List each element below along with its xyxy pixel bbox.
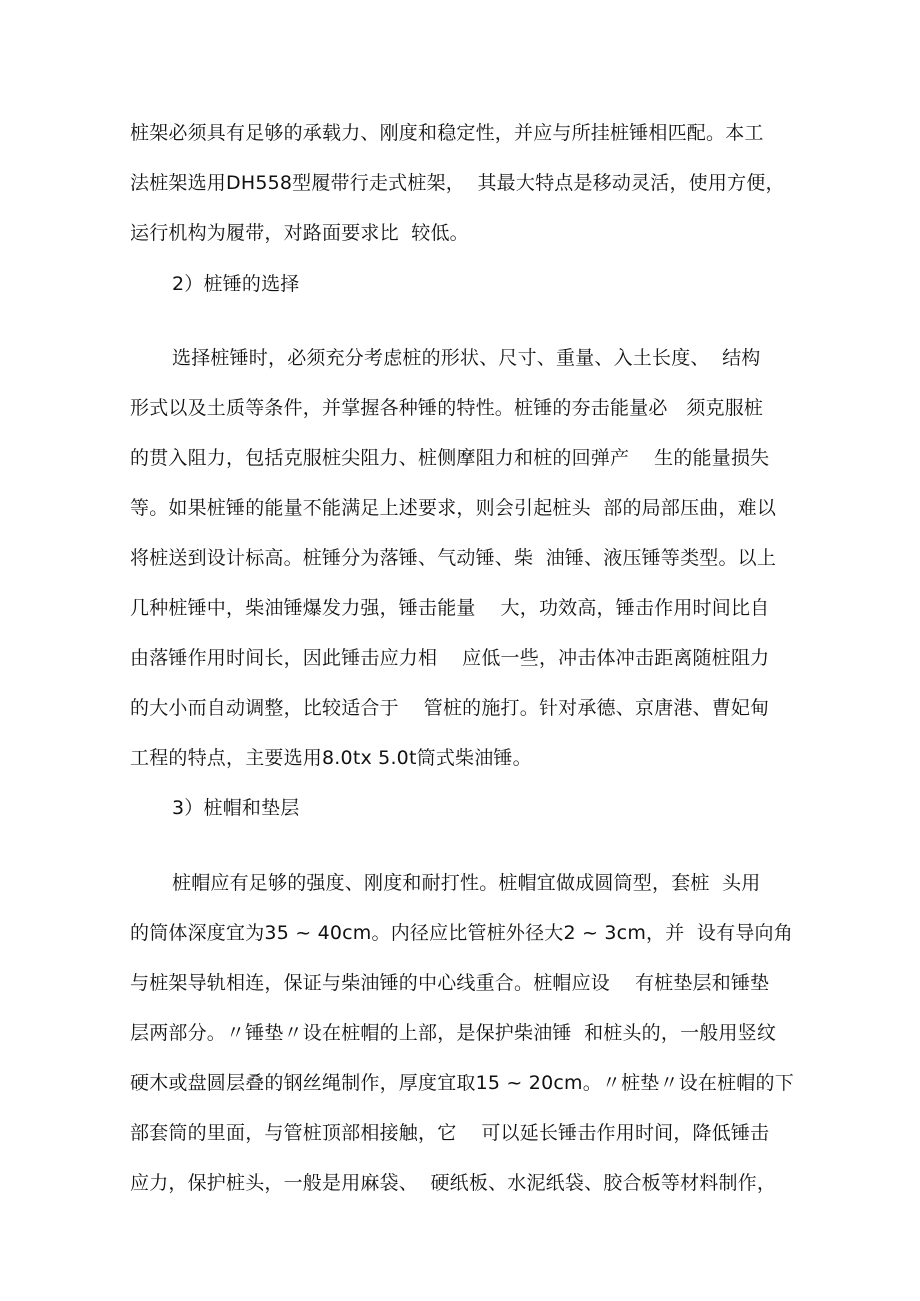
paragraph-line: 层两部分。〃锤垫〃设在桩帽的上部，是保护柴油锤 和桩头的，一般用竖纹 (130, 1022, 777, 1044)
paragraph-line: 部套筒的里面，与管桩顶部相接触，它 可以延长锤击作用时间，降低锤击 (130, 1122, 770, 1144)
paragraph-line: 运行机构为履带，对路面要求比 较低。 (130, 222, 469, 244)
paragraph-line: 将桩送到设计标高。桩锤分为落锤、气动锤、柴 油锤、液压锤等类型。以上 (130, 547, 777, 569)
paragraph-line: 桩架必须具有足够的承载力、刚度和稳定性，并应与所挂桩锤相匹配。本工 (130, 122, 764, 144)
paragraph-line: 的贯入阻力，包括克服桩尖阻力、桩侧摩阻力和桩的回弹产 生的能量损失 (130, 447, 770, 469)
paragraph-line: 桩帽应有足够的强度、刚度和耐打性。桩帽宜做成圆筒型，套桩 头用 (172, 872, 761, 894)
paragraph-line: 的筒体深度宜为35 ~ 40cm。内径应比管桩外径大2 ~ 3cm，并 设有导向角 (130, 922, 793, 944)
paragraph-line: 硬木或盘圆层叠的钢丝绳制作，厚度宜取15 ~ 20cm。〃桩垫〃设在桩帽的下 (130, 1072, 794, 1094)
paragraph-line: 法桩架选用DH558型履带行走式桩架， 其最大特点是移动灵活，使用方便， (130, 172, 785, 194)
paragraph-line: 工程的特点，主要选用8.0tx 5.0t筒式柴油锤。 (130, 747, 532, 769)
paragraph-line: 与桩架导轨相连，保证与柴油锤的中心线重合。桩帽应设 有桩垫层和锤垫 (130, 972, 770, 994)
paragraph-line: 形式以及土质等条件，并掌握各种锤的特性。桩锤的夯击能量必 须克服桩 (130, 397, 764, 419)
paragraph-line: 几种桩锤中，柴油锤爆发力强，锤击能量 大，功效高，锤击作用时间比自 (130, 597, 770, 619)
section-heading: 3）桩帽和垫层 (172, 797, 300, 819)
paragraph-line: 由落锤作用时间长，因此锤击应力相 应低一些，冲击体冲击距离随桩阻力 (130, 647, 770, 669)
paragraph-line: 等。如果桩锤的能量不能满足上述要求，则会引起桩头 部的局部压曲，难以 (130, 497, 777, 519)
paragraph-line: 选择桩锤时，必须充分考虑桩的形状、尺寸、重量、入土长度、 结构 (172, 347, 761, 369)
section-heading: 2）桩锤的选择 (172, 273, 300, 295)
paragraph-line: 的大小而自动调整，比较适合于 管桩的施打。针对承德、京唐港、曹妃甸 (130, 697, 770, 719)
paragraph-line: 应力，保护桩头，一般是用麻袋、 硬纸板、水泥纸袋、胶合板等材料制作， (130, 1172, 777, 1194)
